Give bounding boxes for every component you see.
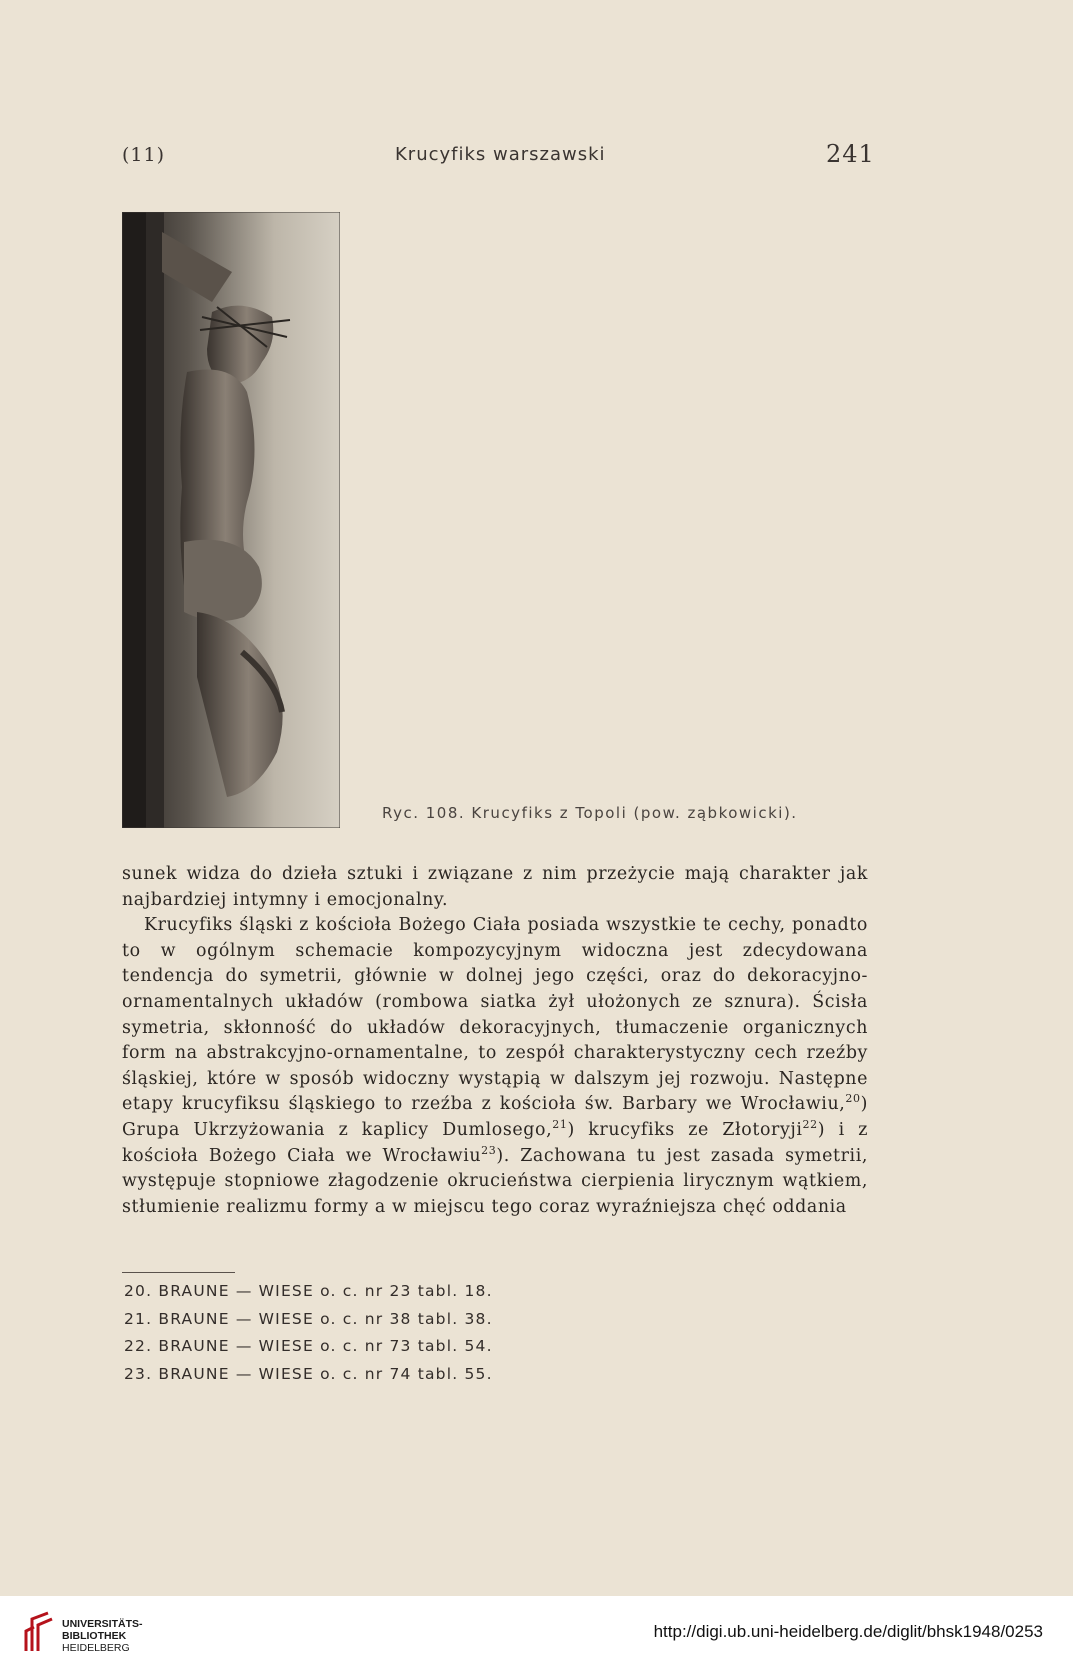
library-name[interactable]: UNIVERSITÄTS- BIBLIOTHEK HEIDELBERG [62, 1618, 143, 1654]
footnote: 21. BRAUNE — WIESE o. c. nr 38 tabl. 38. [124, 1309, 493, 1328]
footnote: 23. BRAUNE — WIESE o. c. nr 74 tabl. 55. [124, 1364, 493, 1383]
footnote-ref: 21 [552, 1118, 568, 1132]
crucifix-photo [122, 212, 340, 828]
body-text [122, 862, 868, 1220]
page-number: 241 [826, 140, 875, 168]
footnote-ref: 23 [481, 1143, 497, 1157]
footnote: 20. BRAUNE — WIESE o. c. nr 23 tabl. 18. [124, 1282, 493, 1300]
paragraph: Krucyfiks śląski z kościoła Bożego Ciała posiada wszystkie te cechy, ponadto to w ogólnym schemacie kompozycyjnym widoczna jest zdecydowana tendencja do symetrii, głównie w dolnej jego części, oraz do dekoracyjno-ornamentalnych układów (rombowa siatka żył ułożonych ze sznura). Ścisła symetria, skłonność do układów dekoracyjnych, tłumaczenie organicznych form na abstrakcyjno-ornamentalne, to zespół charakterystyczny cech rzeźby śląskiej, które w sposób widoczny wystąpią w dalszym jej rozwoju. Następne etapy krucyfiksu śląskiego to rzeźba z kościoła św. Barbary we Wrocławiu,$^{20}$) Grupa Ukrzyżowania z kaplicy Dumlosego,$^{21}$) krucyfiks ze Złotoryji$^{22}$) i z kościoła Bożego Ciała we Wrocławiu$^{23}$). Zachowana tu jest zasada symetrii, występuje stopniowe złagodzenie okrucieństwa cierpienia lirycznym wątkiem, stłumienie realizmu formy a w miejscu tego coraz wyraźniejsza chęć oddania [122, 915, 868, 1217]
paragraph: sunek widza do dzieła sztuki i związane z nim przeżycie mają charakter jak najbardziej intymny i emocjonalny. [122, 864, 868, 910]
running-title: Krucyfiks warszawski [395, 144, 606, 165]
viewer-footer [0, 1596, 1073, 1675]
chapter-number: (11) [122, 144, 166, 166]
footnotes [124, 1278, 493, 1388]
footnote-ref: 22 [802, 1118, 818, 1132]
library-logo-icon[interactable] [22, 1611, 56, 1655]
footnote: 22. BRAUNE — WIESE o. c. nr 73 tabl. 54. [124, 1337, 493, 1355]
footnote-ref: 20 [845, 1092, 861, 1106]
figure-caption: Ryc. 108. Krucyfiks z Topoli (pow. ząbkowicki). [382, 804, 798, 822]
footnote-separator [122, 1272, 235, 1273]
permalink-url[interactable]: http://digi.ub.uni-heidelberg.de/diglit/bhsk1948/0253 [653, 1622, 1043, 1641]
